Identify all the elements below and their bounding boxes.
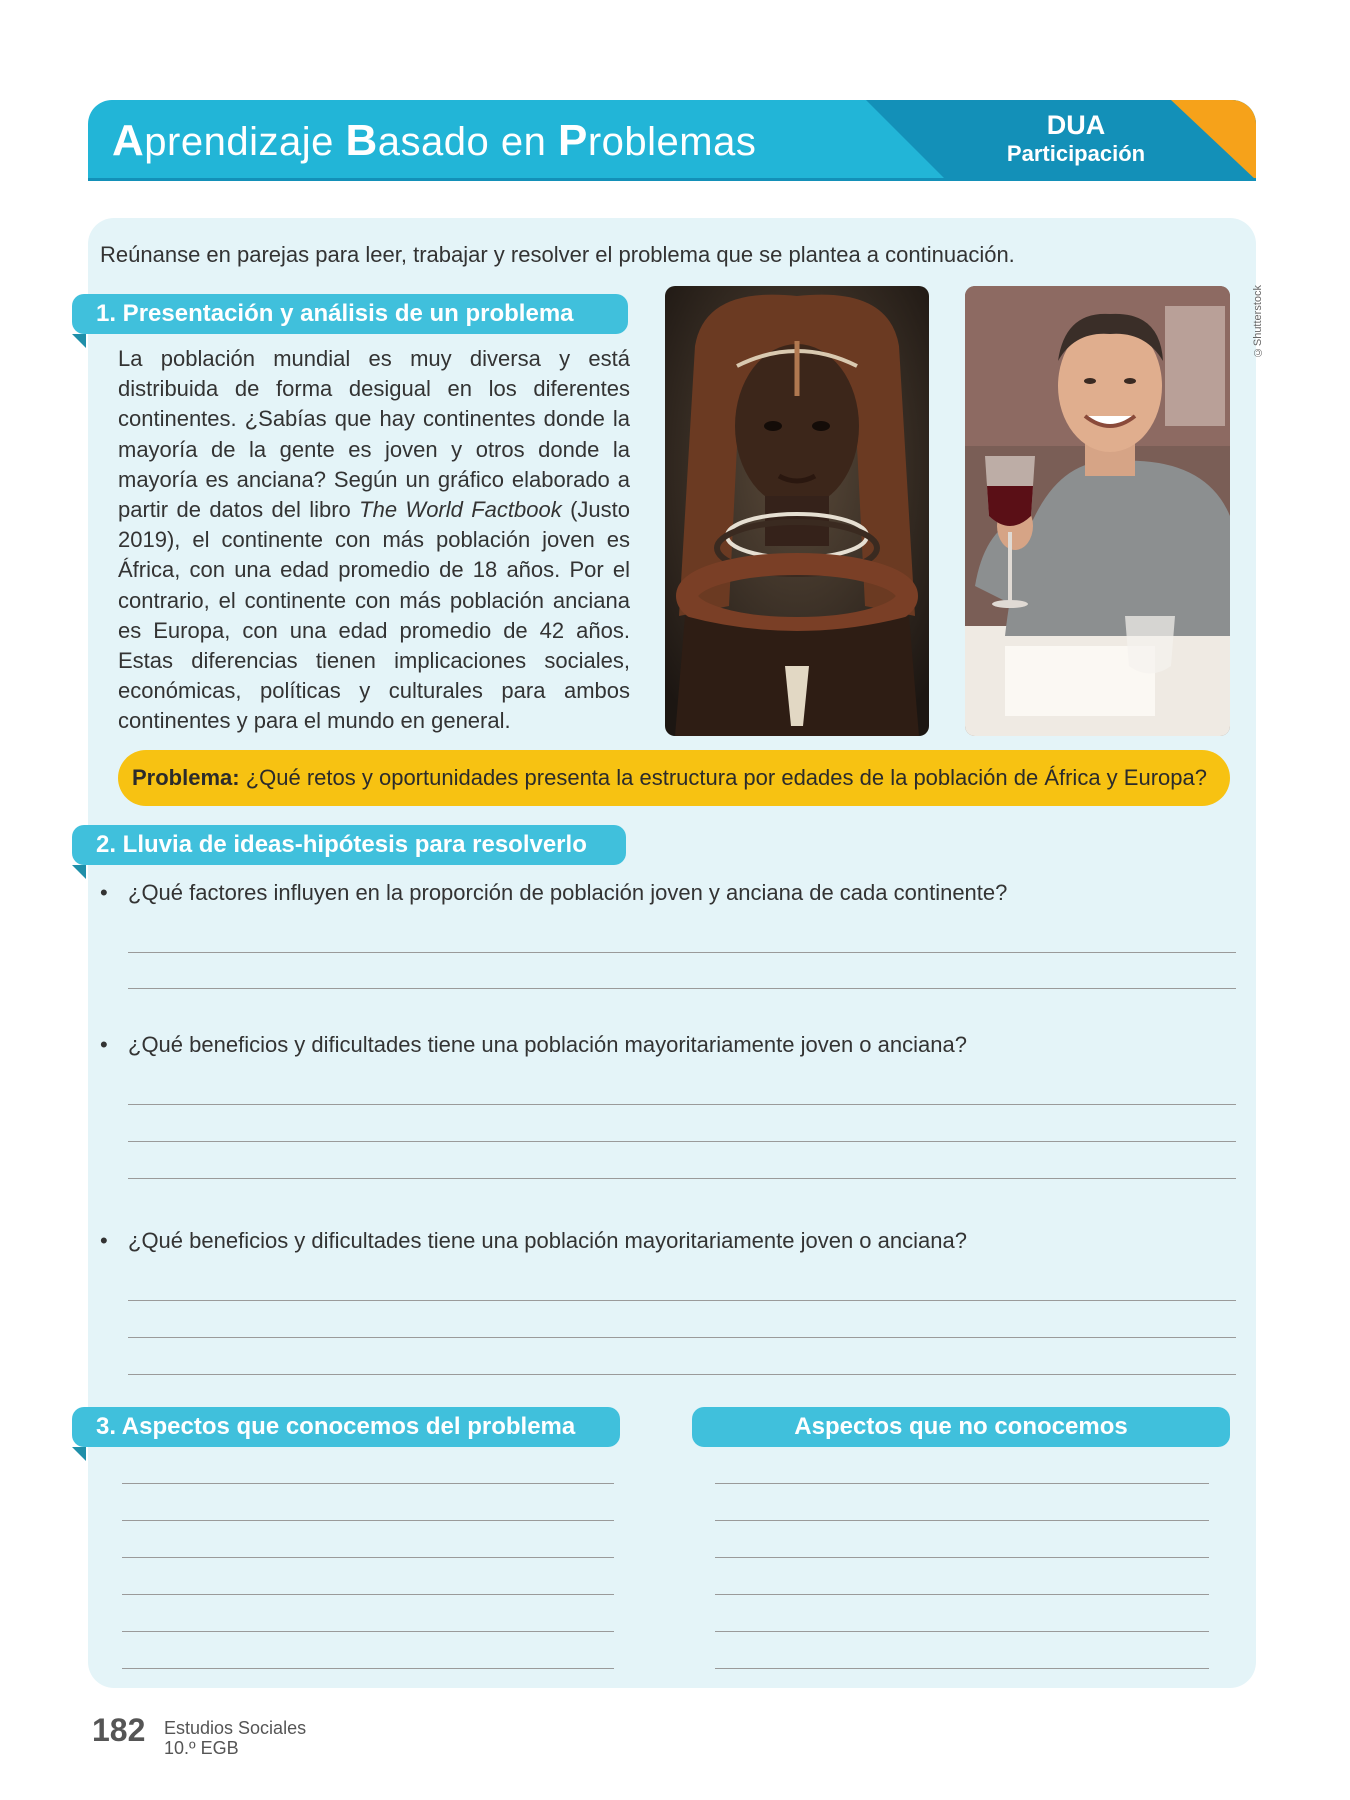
- photo-older-man: [965, 286, 1230, 736]
- problem-label: Problema:: [132, 765, 240, 790]
- problem-statement: [118, 750, 1230, 806]
- dua-subtitle: Participación: [1006, 141, 1146, 166]
- unknown-line[interactable]: [715, 1668, 1209, 1669]
- unknown-line[interactable]: [715, 1631, 1209, 1632]
- known-line[interactable]: [122, 1520, 614, 1521]
- answer-line[interactable]: [128, 988, 1236, 989]
- section-3-title: 3. Aspectos que conocemos del problema: [96, 1413, 576, 1440]
- banner-underline: [88, 178, 1256, 181]
- answer-line[interactable]: [128, 952, 1236, 953]
- unknown-line[interactable]: [715, 1520, 1209, 1521]
- subject-name: Estudios Sociales: [164, 1718, 307, 1738]
- question-3: [100, 1228, 967, 1254]
- question-2: [100, 1032, 967, 1058]
- title-word-3: roblemas: [587, 120, 757, 164]
- answer-line[interactable]: [128, 1104, 1236, 1105]
- unknown-line[interactable]: [715, 1557, 1209, 1558]
- bullet-icon: •: [100, 1228, 108, 1253]
- answer-line[interactable]: [128, 1337, 1236, 1338]
- title-word-1: prendizaje: [144, 120, 346, 164]
- section-1-header: [72, 294, 628, 334]
- bullet-icon: •: [100, 880, 108, 905]
- bullet-icon: •: [100, 1032, 108, 1057]
- section-1-paragraph: [118, 344, 630, 737]
- photo-young-woman: [665, 286, 929, 736]
- paragraph-text-1: La población mundial es muy diversa y está distribuida de forma desigual en los diferentes continentes. ¿Sabías que hay continentes donde la mayoría de la gente es joven y otros donde la mayoría es anciana? Según un gráfico elaborado a partir de datos del libro: [118, 346, 630, 523]
- tab-fold: [72, 334, 86, 348]
- section-3-header: [72, 1407, 620, 1447]
- question-3-text: ¿Qué beneficios y dificultades tiene una población mayoritariamente joven o anciana?: [128, 1228, 967, 1253]
- intro-text: Reúnanse en parejas para leer, trabajar y resolver el problema que se plantea a continuación.: [100, 242, 1015, 267]
- section-1-title: 1. Presentación y análisis de un problema: [96, 300, 574, 327]
- known-line[interactable]: [122, 1631, 614, 1632]
- problem-text: ¿Qué retos y oportunidades presenta la estructura por edades de la población de África y Europa?: [239, 765, 1207, 790]
- page-number: 182: [92, 1712, 146, 1748]
- photo-credit: ©Shutterstock: [1252, 285, 1264, 359]
- title-initial-b: B: [345, 116, 378, 165]
- page-title: [112, 116, 756, 166]
- unknown-line[interactable]: [715, 1594, 1209, 1595]
- section-2-header: [72, 825, 626, 865]
- unknown-line[interactable]: [715, 1483, 1209, 1484]
- header-banner: [88, 100, 1256, 180]
- book-title: The World Factbook: [359, 497, 562, 523]
- paragraph-text-2: (Justo 2019), el continente con más población joven es África, con una edad promedio de 18 años. Por el contrario, el continente con más población anciana es Europa, con una edad promedio de 42 años. Estas diferencias tienen implicaciones sociales, económicas, políticas y culturales para ambos continentes y para el mundo en general.: [118, 497, 631, 734]
- answer-line[interactable]: [128, 1178, 1236, 1179]
- question-1-text: ¿Qué factores influyen en la proporción de población joven y anciana de cada continente?: [128, 880, 1008, 905]
- unknown-aspects-header: [692, 1407, 1230, 1447]
- grade-level: 10.º EGB: [164, 1738, 239, 1758]
- answer-line[interactable]: [128, 1141, 1236, 1142]
- subject-label: [164, 1718, 306, 1758]
- question-1: [100, 880, 1007, 906]
- dua-title: DUA: [1046, 110, 1106, 140]
- answer-line[interactable]: [128, 1374, 1236, 1375]
- tab-fold: [72, 1447, 86, 1461]
- answer-line[interactable]: [128, 1300, 1236, 1301]
- known-line[interactable]: [122, 1668, 614, 1669]
- section-2-title: 2. Lluvia de ideas-hipótesis para resolverlo: [96, 831, 587, 858]
- known-line[interactable]: [122, 1483, 614, 1484]
- tab-fold: [72, 865, 86, 879]
- title-word-2: asado en: [377, 120, 558, 164]
- dua-label: [996, 110, 1156, 168]
- question-2-text: ¿Qué beneficios y dificultades tiene una población mayoritariamente joven o anciana?: [128, 1032, 967, 1057]
- unknown-aspects-title: Aspectos que no conocemos: [794, 1413, 1128, 1440]
- known-line[interactable]: [122, 1557, 614, 1558]
- title-initial-a: A: [112, 116, 145, 165]
- known-line[interactable]: [122, 1594, 614, 1595]
- title-initial-p: P: [557, 116, 588, 165]
